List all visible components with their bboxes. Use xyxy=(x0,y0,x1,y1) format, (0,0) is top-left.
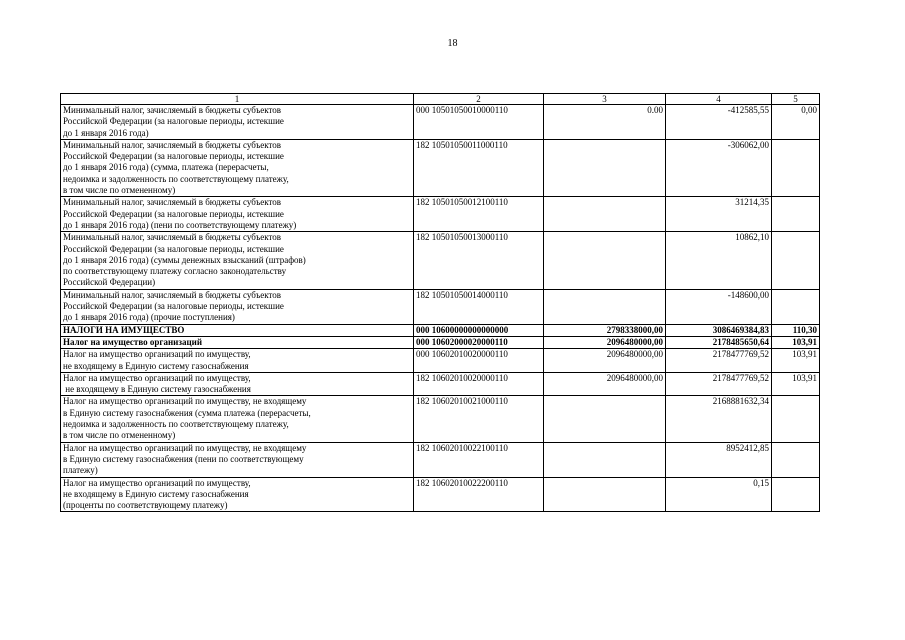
percent-cell: 110,30 xyxy=(772,324,820,336)
actual-amount-cell: 2178477769,52 xyxy=(666,372,772,396)
budget-code-cell: 000 10600000000000000 xyxy=(414,324,544,336)
actual-amount-cell: 31214,35 xyxy=(666,197,772,232)
plan-amount-cell xyxy=(544,232,666,289)
budget-code-cell: 182 10501050012100110 xyxy=(414,197,544,232)
actual-amount-cell: 2178485650,64 xyxy=(666,336,772,348)
actual-amount-cell: 0,15 xyxy=(666,477,772,512)
plan-amount-cell: 2798338000,00 xyxy=(544,324,666,336)
percent-cell xyxy=(772,396,820,442)
budget-code-cell: 182 10501050013000110 xyxy=(414,232,544,289)
column-header: 5 xyxy=(772,94,820,105)
actual-amount-cell: -412585,55 xyxy=(666,105,772,140)
actual-amount-cell: 10862,10 xyxy=(666,232,772,289)
actual-amount-cell: 8952412,85 xyxy=(666,442,772,477)
percent-cell: 0,00 xyxy=(772,105,820,140)
plan-amount-cell xyxy=(544,139,666,196)
page-number: 18 xyxy=(447,38,458,49)
table-row xyxy=(61,197,820,232)
plan-amount-cell: 2096480000,00 xyxy=(544,372,666,396)
plan-amount-cell: 2096480000,00 xyxy=(544,349,666,373)
percent-cell xyxy=(772,232,820,289)
row-name-cell: Налог на имущество организаций по имуществу, не входящему в Единую систему газоснабжения xyxy=(61,372,414,396)
row-name-cell: Минимальный налог, зачисляемый в бюджеты субъектов Российской Федерации (за налоговые периоды, истекшие до 1 января 2016 года) (сумма, платежа (перерасчеты, недоимка и задолженность по соответствующему платежу, в том числе по отмененному) xyxy=(61,139,414,196)
row-name-cell: Минимальный налог, зачисляемый в бюджеты субъектов Российской Федерации (за налоговые периоды, истекшие до 1 января 2016 года) (пени по соответствующему платежу) xyxy=(61,197,414,232)
percent-cell xyxy=(772,139,820,196)
table-row xyxy=(61,396,820,442)
table-row xyxy=(61,477,820,512)
table-row xyxy=(61,139,820,196)
column-header: 1 xyxy=(61,94,414,105)
column-header: 2 xyxy=(414,94,544,105)
table-row xyxy=(61,349,820,373)
percent-cell: 103,91 xyxy=(772,336,820,348)
budget-revenue-table xyxy=(60,93,820,512)
percent-cell: 103,91 xyxy=(772,349,820,373)
plan-amount-cell xyxy=(544,477,666,512)
budget-code-cell: 182 10501050014000110 xyxy=(414,289,544,324)
percent-cell xyxy=(772,197,820,232)
column-number-header-row xyxy=(61,94,820,105)
actual-amount-cell: -148600,00 xyxy=(666,289,772,324)
budget-code-cell: 182 10501050011000110 xyxy=(414,139,544,196)
percent-cell: 103,91 xyxy=(772,372,820,396)
row-name-cell: Налог на имущество организаций по имуществу, не входящему в Единую систему газоснабжения xyxy=(61,349,414,373)
percent-cell xyxy=(772,289,820,324)
plan-amount-cell: 2096480000,00 xyxy=(544,336,666,348)
plan-amount-cell: 0.00 xyxy=(544,105,666,140)
percent-cell xyxy=(772,442,820,477)
column-header: 4 xyxy=(666,94,772,105)
actual-amount-cell: -306062,00 xyxy=(666,139,772,196)
plan-amount-cell xyxy=(544,442,666,477)
table-row xyxy=(61,442,820,477)
column-header: 3 xyxy=(544,94,666,105)
budget-code-cell: 182 10602010022100110 xyxy=(414,442,544,477)
table-row xyxy=(61,232,820,289)
row-name-cell: НАЛОГИ НА ИМУЩЕСТВО xyxy=(61,324,414,336)
row-name-cell: Налог на имущество организаций xyxy=(61,336,414,348)
percent-cell xyxy=(772,477,820,512)
plan-amount-cell xyxy=(544,396,666,442)
plan-amount-cell xyxy=(544,197,666,232)
actual-amount-cell: 2168881632,34 xyxy=(666,396,772,442)
row-name-cell: Минимальный налог, зачисляемый в бюджеты субъектов Российской Федерации (за налоговые периоды, истекшие до 1 января 2016 года) (прочие поступления) xyxy=(61,289,414,324)
row-name-cell: Минимальный налог, зачисляемый в бюджеты субъектов Российской Федерации (за налоговые периоды, истекшие до 1 января 2016 года) xyxy=(61,105,414,140)
row-name-cell: Минимальный налог, зачисляемый в бюджеты субъектов Российской Федерации (за налоговые периоды, истекшие до 1 января 2016 года) (суммы денежных взысканий (штрафов) по соответствующему платежу согласно законодательству Российской Федерации) xyxy=(61,232,414,289)
row-name-cell: Налог на имущество организаций по имуществу, не входящему в Единую систему газоснабжения (проценты по соответствующему платежу) xyxy=(61,477,414,512)
budget-code-cell: 000 10602010020000110 xyxy=(414,349,544,373)
budget-code-cell: 000 10602000020000110 xyxy=(414,336,544,348)
row-name-cell: Налог на имущество организаций по имуществу, не входящему в Единую систему газоснабжения (пени по соответствующему платежу) xyxy=(61,442,414,477)
table-row xyxy=(61,289,820,324)
table-row xyxy=(61,324,820,336)
table-row xyxy=(61,372,820,396)
plan-amount-cell xyxy=(544,289,666,324)
row-name-cell: Налог на имущество организаций по имуществу, не входящему в Единую систему газоснабжения (сумма платежа (перерасчеты, недоимка и задолженность по соответствующему платежу, в том числе по отмененному) xyxy=(61,396,414,442)
actual-amount-cell: 3086469384,83 xyxy=(666,324,772,336)
actual-amount-cell: 2178477769,52 xyxy=(666,349,772,373)
budget-code-cell: 000 10501050010000110 xyxy=(414,105,544,140)
budget-code-cell: 182 10602010020000110 xyxy=(414,372,544,396)
budget-code-cell: 182 10602010022200110 xyxy=(414,477,544,512)
table-row xyxy=(61,105,820,140)
budget-code-cell: 182 10602010021000110 xyxy=(414,396,544,442)
table-row xyxy=(61,336,820,348)
